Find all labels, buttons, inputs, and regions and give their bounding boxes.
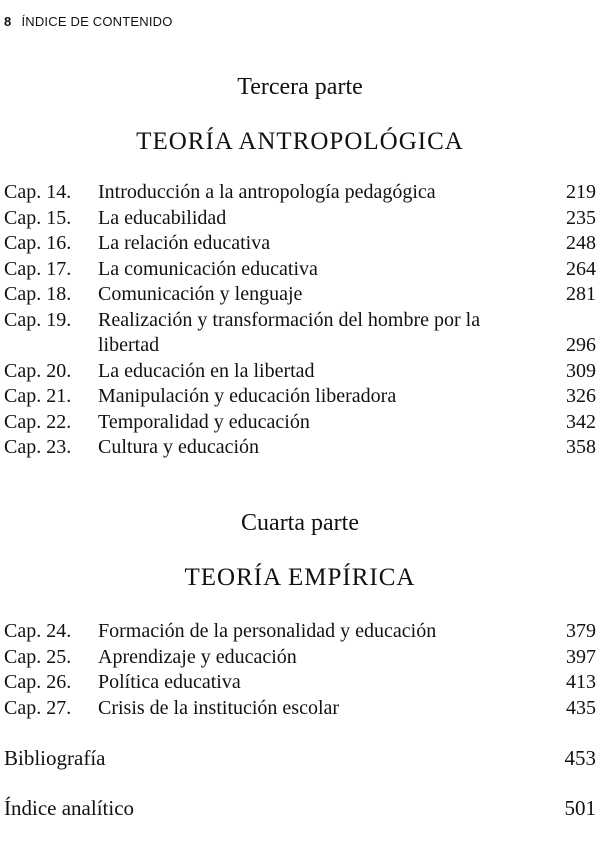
chapter-page: 235 [566, 206, 596, 229]
page-number: 8 [4, 14, 12, 29]
toc-entry [4, 670, 596, 696]
chapter-page: 248 [566, 232, 596, 254]
chapter-title [98, 670, 550, 696]
toc-entry [4, 282, 596, 308]
chapter-page: 219 [566, 181, 596, 203]
chapter-number: Cap. 26. [4, 671, 72, 693]
toc-entry [4, 308, 596, 359]
part-label-cuarta: Cuarta parte [241, 510, 359, 536]
chapter-number: Cap. 22. [4, 410, 72, 433]
chapter-number: Cap. 21. [4, 385, 72, 407]
running-title: ÍNDICE DE CONTENIDO [21, 14, 173, 29]
chapter-number: Cap. 14. [4, 181, 72, 203]
chapter-number: Cap. 18. [4, 283, 72, 305]
running-head [4, 14, 173, 29]
toc-entry [4, 410, 596, 436]
chapter-title [98, 435, 550, 461]
chapter-page: 342 [566, 410, 596, 433]
part-label-tercera: Tercera parte [237, 74, 363, 100]
chapter-page: 379 [566, 620, 596, 642]
toc-entry-bibliografia [4, 746, 596, 771]
toc-entry [4, 645, 596, 671]
chapter-title [98, 410, 550, 436]
chapter-title-line: Aprendizaje y educación [98, 645, 297, 668]
toc-entry [4, 619, 596, 645]
chapter-number: Cap. 27. [4, 696, 72, 719]
toc-entry [4, 180, 596, 206]
chapter-number: Cap. 23. [4, 436, 72, 458]
chapter-title [98, 257, 550, 283]
toc-list-cuarta [4, 619, 596, 721]
chapter-number: Cap. 16. [4, 232, 72, 254]
chapter-title-line: La educabilidad [98, 206, 227, 229]
chapter-page: 326 [566, 385, 596, 407]
chapter-title-line: Manipulación y educación liberadora [98, 385, 397, 407]
chapter-title [98, 619, 550, 645]
chapter-title-line: Formación de la personalidad y educación [98, 620, 437, 642]
chapter-title [98, 231, 550, 257]
toc-entry-indice-analitico [4, 796, 596, 821]
chapter-page: 435 [566, 696, 596, 719]
chapter-title-line: La educación en la libertad [98, 359, 315, 382]
toc-entry [4, 384, 596, 410]
entry-label: Índice analítico [4, 796, 135, 820]
chapter-page: 309 [566, 359, 596, 382]
chapter-number: Cap. 24. [4, 620, 72, 642]
toc-entry [4, 359, 596, 385]
toc-entry [4, 696, 596, 722]
chapter-page: 358 [566, 436, 596, 458]
chapter-title-line: La relación educativa [98, 232, 271, 254]
toc-entry [4, 435, 596, 461]
chapter-title [98, 282, 550, 308]
chapter-page: 397 [566, 645, 596, 668]
toc-entry [4, 231, 596, 257]
chapter-page: 296 [566, 334, 596, 356]
chapter-title [98, 206, 550, 232]
chapter-title-line: Crisis de la institución escolar [98, 696, 340, 719]
chapter-title-line: Temporalidad y educación [98, 410, 310, 433]
chapter-title-line: Cultura y educación [98, 436, 260, 458]
chapter-title [98, 180, 550, 206]
chapter-title [98, 308, 550, 359]
entry-page: 501 [564, 796, 596, 820]
chapter-title-line: Política educativa [98, 671, 241, 693]
chapter-title-line: libertad [98, 334, 160, 356]
toc-entry [4, 257, 596, 283]
chapter-title [98, 645, 550, 671]
chapter-number: Cap. 17. [4, 257, 72, 280]
chapter-page: 281 [566, 283, 596, 305]
chapter-title [98, 359, 550, 385]
chapter-title-line: Comunicación y lenguaje [98, 283, 303, 305]
chapter-page: 264 [566, 257, 596, 280]
chapter-title [98, 384, 550, 410]
chapter-page: 413 [566, 671, 596, 693]
chapter-title [98, 696, 550, 722]
toc-entry [4, 206, 596, 232]
section-title-antropologica: TEORÍA ANTROPOLÓGICA [136, 128, 464, 155]
chapter-number: Cap. 25. [4, 645, 72, 668]
chapter-title-line: Introducción a la antropología pedagógica [98, 181, 436, 203]
section-title-empirica: TEORÍA EMPÍRICA [184, 564, 416, 591]
entry-page: 453 [564, 746, 596, 770]
chapter-title-line: La comunicación educativa [98, 257, 318, 280]
chapter-number: Cap. 20. [4, 359, 72, 382]
toc-list-tercera [4, 180, 596, 461]
chapter-number: Cap. 19. [4, 308, 72, 331]
entry-label: Bibliografía [4, 746, 106, 770]
chapter-title-line: Realización y transformación del hombre por la [98, 308, 481, 331]
chapter-number: Cap. 15. [4, 206, 72, 229]
